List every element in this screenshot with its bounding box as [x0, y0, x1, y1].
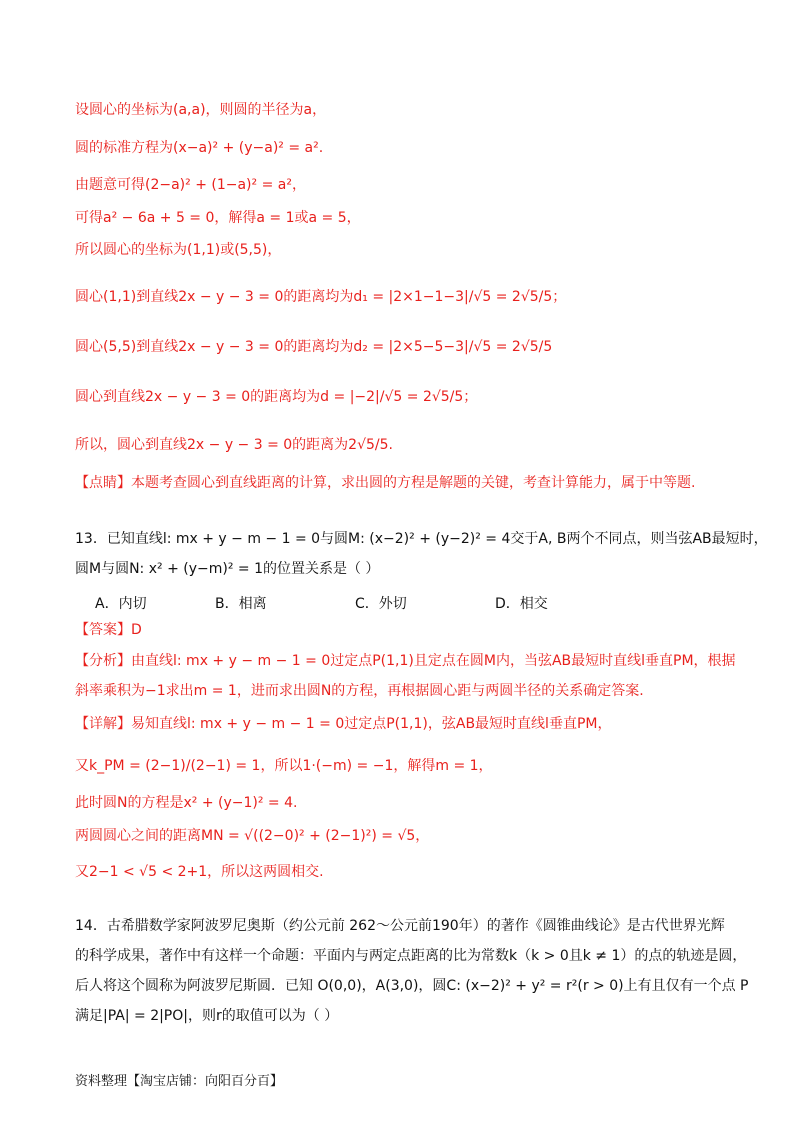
q14-stem-line-1: 14．古希腊数学家阿波罗尼奥斯（约公元前 262～公元前190年）的著作《圆锥曲线论》是古代世界光辉	[75, 918, 725, 934]
solution-line-5: 所以圆心的坐标为(1,1)或(5,5)，	[75, 242, 282, 258]
q13-option-b: B．相离	[215, 596, 267, 612]
solution-line-3: 由题意可得(2−a)² + (1−a)² = a²，	[75, 177, 306, 193]
q13-detail-line-1: 【详解】易知直线l: mx + y − m − 1 = 0过定点P(1,1)，弦AB最短时直线l垂直PM，	[75, 716, 612, 732]
solution-line-2: 圆的标准方程为(x−a)² + (y−a)² = a².	[75, 140, 324, 156]
q13-detail-line-2: 又k_PM = (2−1)/(2−1) = 1，所以1·(−m) = −1，解得m = 1，	[75, 758, 493, 774]
q13-stem-line-1: 13．已知直线l: mx + y − m − 1 = 0与圆M: (x−2)² + (y−2)² = 4交于A, B两个不同点，则当弦AB最短时，	[75, 531, 768, 547]
solution-line-1: 设圆心的坐标为(a,a)，则圆的半径为a，	[75, 102, 327, 118]
q13-answer: 【答案】D	[75, 622, 142, 638]
solution-line-7: 圆心(5,5)到直线2x − y − 3 = 0的距离均为d₂ = |2×5−5−3|/√5 = 2√5/5	[75, 339, 553, 355]
q14-stem-line-2: 的科学成果，著作中有这样一个命题：平面内与两定点距离的比为常数k（k > 0且k ≠ 1）的点的轨迹是圆，	[75, 948, 747, 964]
q13-option-c: C．外切	[355, 596, 407, 612]
q13-option-d: D．相交	[495, 596, 548, 612]
solution-line-6: 圆心(1,1)到直线2x − y − 3 = 0的距离均为d₁ = |2×1−1−3|/√5 = 2√5/5；	[75, 289, 567, 305]
q13-analysis-line-2: 斜率乘积为−1求出m = 1，进而求出圆N的方程，再根据圆心距与两圆半径的关系确定答案.	[75, 683, 644, 699]
solution-line-9: 所以，圆心到直线2x − y − 3 = 0的距离为2√5/5.	[75, 437, 393, 453]
solution-line-8: 圆心到直线2x − y − 3 = 0的距离均为d = |−2|/√5 = 2√5/5；	[75, 389, 478, 405]
footer-source: 资料整理【淘宝店铺：向阳百分百】	[75, 1074, 284, 1089]
q14-stem-line-3: 后人将这个圆称为阿波罗尼斯圆．已知 O(0,0)，A(3,0)，圆C: (x−2)² + y² = r²(r > 0)上有且仅有一个点 P	[75, 978, 749, 994]
q13-stem-line-2: 圆M与圆N: x² + (y−m)² = 1的位置关系是（ ）	[75, 561, 380, 577]
solution-line-4: 可得a² − 6a + 5 = 0，解得a = 1或a = 5，	[75, 210, 361, 226]
q13-detail-line-4: 两圆圆心之间的距离MN = √((2−0)² + (2−1)²) = √5，	[75, 828, 430, 844]
q13-option-a: A．内切	[95, 596, 147, 612]
q14-stem-line-4: 满足|PA| = 2|PO|，则r的取值可以为（ ）	[75, 1008, 339, 1024]
solution-key-point: 【点睛】本题考查圆心到直线距离的计算，求出圆的方程是解题的关键，考查计算能力，属于中等题.	[75, 475, 696, 491]
q13-detail-line-3: 此时圆N的方程是x² + (y−1)² = 4.	[75, 795, 298, 811]
q13-detail-line-5: 又2−1 < √5 < 2+1，所以这两圆相交.	[75, 864, 324, 880]
q13-analysis-line-1: 【分析】由直线l: mx + y − m − 1 = 0过定点P(1,1)且定点在圆M内，当弦AB最短时直线l垂直PM，根据	[75, 653, 736, 669]
